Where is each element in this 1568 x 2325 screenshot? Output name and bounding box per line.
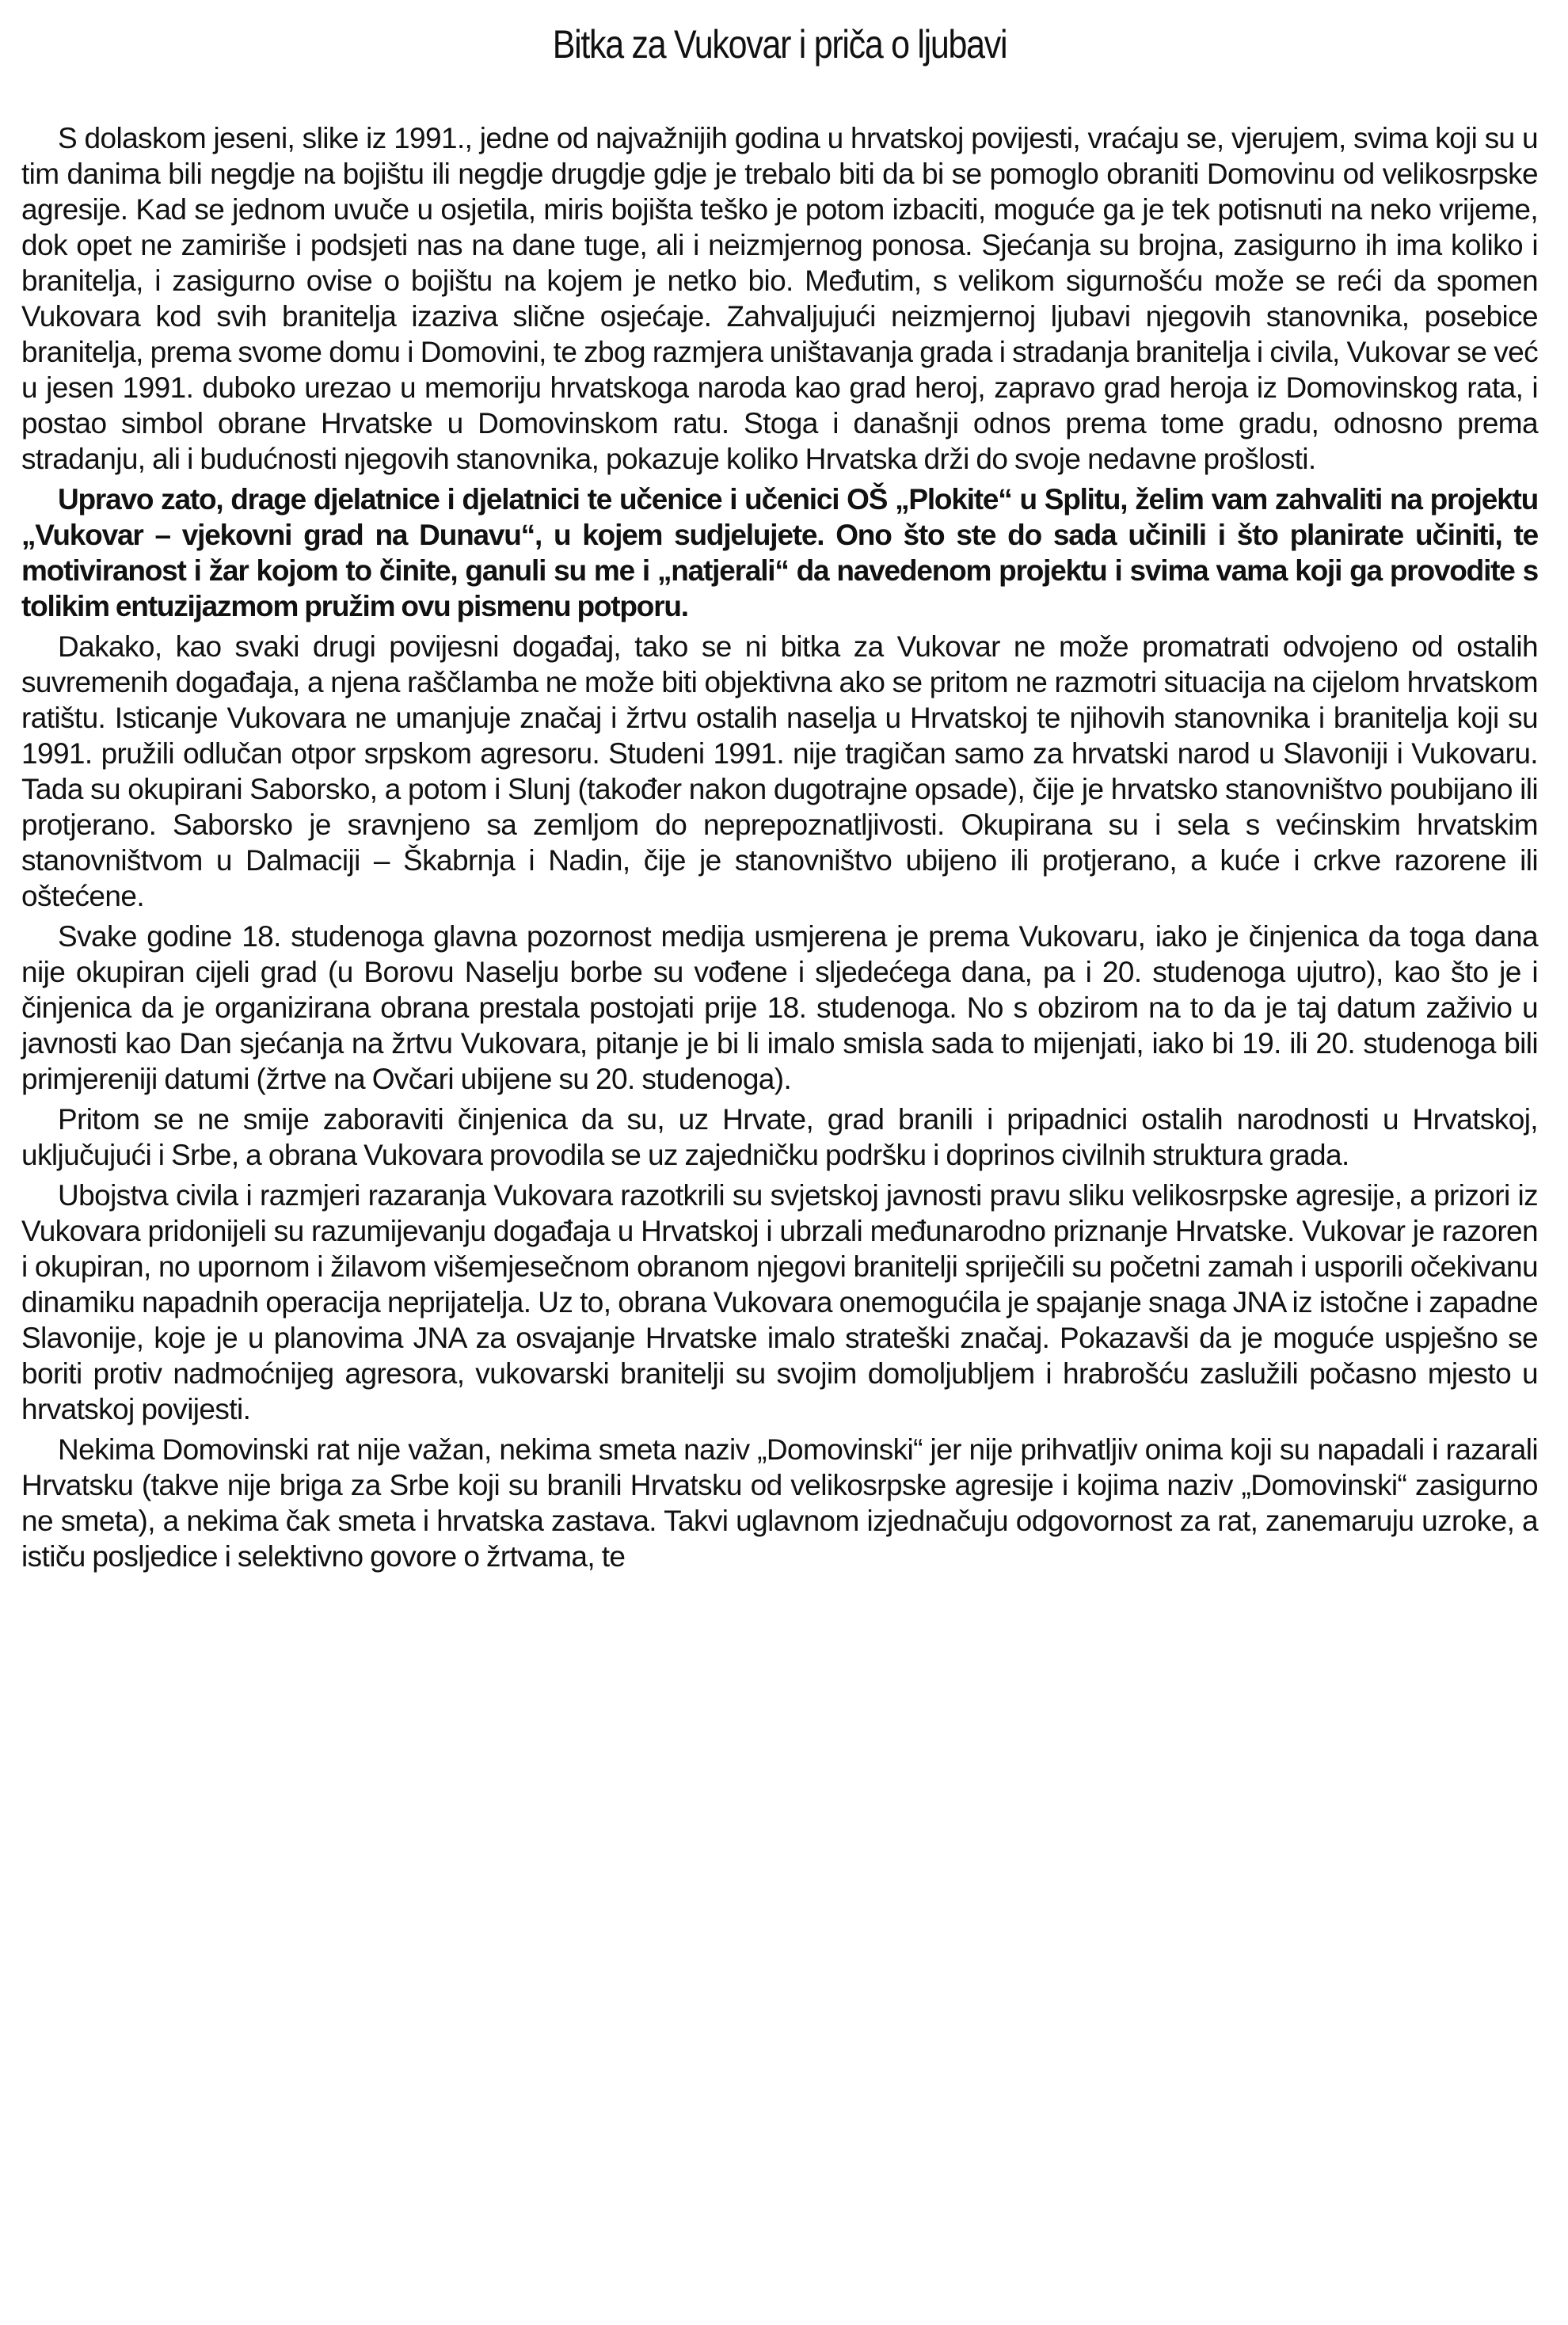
paragraph-thanks: Upravo zato, drage djelatnice i djelatnici te učenice i učenici OŠ „Plokite“ u Splitu, želim vam zahvaliti na projektu „Vukovar – vjekovni grad na Dunavu“, u kojem sudjelujete. Ono što ste do sada učinili i što planirate učiniti, te motiviranost i žar kojom to činite, ganuli su me i „natjerali“ da navedenom projektu i svima vama koji ga provodite s tolikim entuzijazmom pružim ovu pismenu potporu. [21, 483, 1538, 622]
document-body [21, 120, 1538, 1574]
paragraph-defenders: Pritom se ne smije zaboraviti činjenica da su, uz Hrvate, grad branili i pripadnici ostalih narodnosti u Hrvatskoj, uključujući i Srbe, a obrana Vukovara provodila se uz zajedničku podršku i doprinos civilnih struktura grada. [21, 1103, 1538, 1171]
paragraph-context: Dakako, kao svaki drugi povijesni događaj, tako se ni bitka za Vukovar ne može promatrati odvojeno od ostalih suvremenih događaja, a njena raščlamba ne može biti objektivna ako se pritom ne razmotri situacija na cijelom hrvatskom ratištu. Isticanje Vukovara ne umanjuje značaj i žrtvu ostalih naselja u Hrvatskoj te njihovih stanovnika i branitelja koji su 1991. pružili odlučan otpor srpskom agresoru. Studeni 1991. nije tragičan samo za hrvatski narod u Slavoniji i Vukovaru. Tada su okupirani Saborsko, a potom i Slunj (također nakon dugotrajne opsade), čije je hrvatsko stanovništvo poubijano ili protjerano. Saborsko je sravnjeno sa zemljom do neprepoznatljivosti. Okupirana su i sela s većinskim hrvatskim stanovništvom u Dalmaciji – Škabrnja i Nadin, čije je stanovništvo ubijeno ili protjerano, a kuće i crkve razorene ili oštećene. [21, 630, 1538, 912]
paragraph-homeland-war: Nekima Domovinski rat nije važan, nekima smeta naziv „Domovinski“ jer nije prihvatljiv onima koji su napadali i razarali Hrvatsku (takve nije briga za Srbe koji su branili Hrvatsku od velikosrpske agresije i kojima naziv „Domovinski“ zasigurno ne smeta), a nekima čak smeta i hrvatska zastava. Takvi uglavnom izjednačuju odgovornost za rat, zanemaruju uzroke, a ističu posljedice i selektivno govore o žrtvama, te [21, 1433, 1538, 1573]
document-title: Bitka za Vukovar i priča o ljubavi [552, 22, 1007, 67]
paragraph-intro: S dolaskom jeseni, slike iz 1991., jedne od najvažnijih godina u hrvatskoj povijesti, vraćaju se, vjerujem, svima koji su u tim danima bili negdje na bojištu ili negdje drugdje gdje je trebalo biti da bi se pomoglo obraniti Domovinu od velikosrpske agresije. Kad se jednom uvuče u osjetila, miris bojišta teško je potom izbaciti, moguće ga je tek potisnuti na neko vrijeme, dok opet ne zamiriše i podsjeti nas na dane tuge, ali i neizmjernog ponosa. Sjećanja su brojna, zasigurno ih ima koliko i branitelja, i zasigurno ovise o bojištu na kojem je netko bio. Međutim, s velikom sigurnošću može se reći da spomen Vukovara kod svih branitelja izaziva slične osjećaje. Zahvaljujući neizmjernoj ljubavi njegovih stanovnika, posebice branitelja, prema svome domu i Domovini, te zbog razmjera uništavanja grada i stradanja branitelja i civila, Vukovar se već u jesen 1991. duboko urezao u memoriju hrvatskoga naroda kao grad heroj, zapravo grad heroja iz Domovinskog rata, i postao simbol obrane Hrvatske u Domovinskom ratu. Stoga i današnji odnos prema tome gradu, odnosno prema stradanju, ali i budućnosti njegovih stanovnika, pokazuje koliko Hrvatska drži do svoje nedavne prošlosti. [21, 122, 1538, 475]
paragraph-consequences: Ubojstva civila i razmjeri razaranja Vukovara razotkrili su svjetskoj javnosti pravu sliku velikosrpske agresije, a prizori iz Vukovara pridonijeli su razumijevanju događaja u Hrvatskoj i ubrzali međunarodno priznanje Hrvatske. Vukovar je razoren i okupiran, no upornom i žilavom višemjesečnom obranom njegovi branitelji spriječili su početni zamah i usporili očekivanu dinamiku napadnih operacija neprijatelja. Uz to, obrana Vukovara onemogućila je spajanje snaga JNA iz istočne i zapadne Slavonije, koje je u planovima JNA za osvajanje Hrvatske imalo strateški značaj. Pokazavši da je moguće uspješno se boriti protiv nadmoćnijeg agresora, vukovarski branitelji su svojim domoljubljem i hrabrošću zaslužili počasno mjesto u hrvatskoj povijesti. [21, 1179, 1538, 1425]
paragraph-november-18: Svake godine 18. studenoga glavna pozornost medija usmjerena je prema Vukovaru, iako je činjenica da toga dana nije okupiran cijeli grad (u Borovu Naselju borbe su vođene i sljedećega dana, pa i 20. studenoga ujutro), kao što je i činjenica da je organizirana obrana prestala postojati prije 18. studenoga. No s obzirom na to da je taj datum zaživio u javnosti kao Dan sjećanja na žrtvu Vukovara, pitanje je bi li imalo smisla sada to mijenjati, iako bi 19. ili 20. studenoga bili primjereniji datumi (žrtve na Ovčari ubijene su 20. studenoga). [21, 920, 1538, 1095]
